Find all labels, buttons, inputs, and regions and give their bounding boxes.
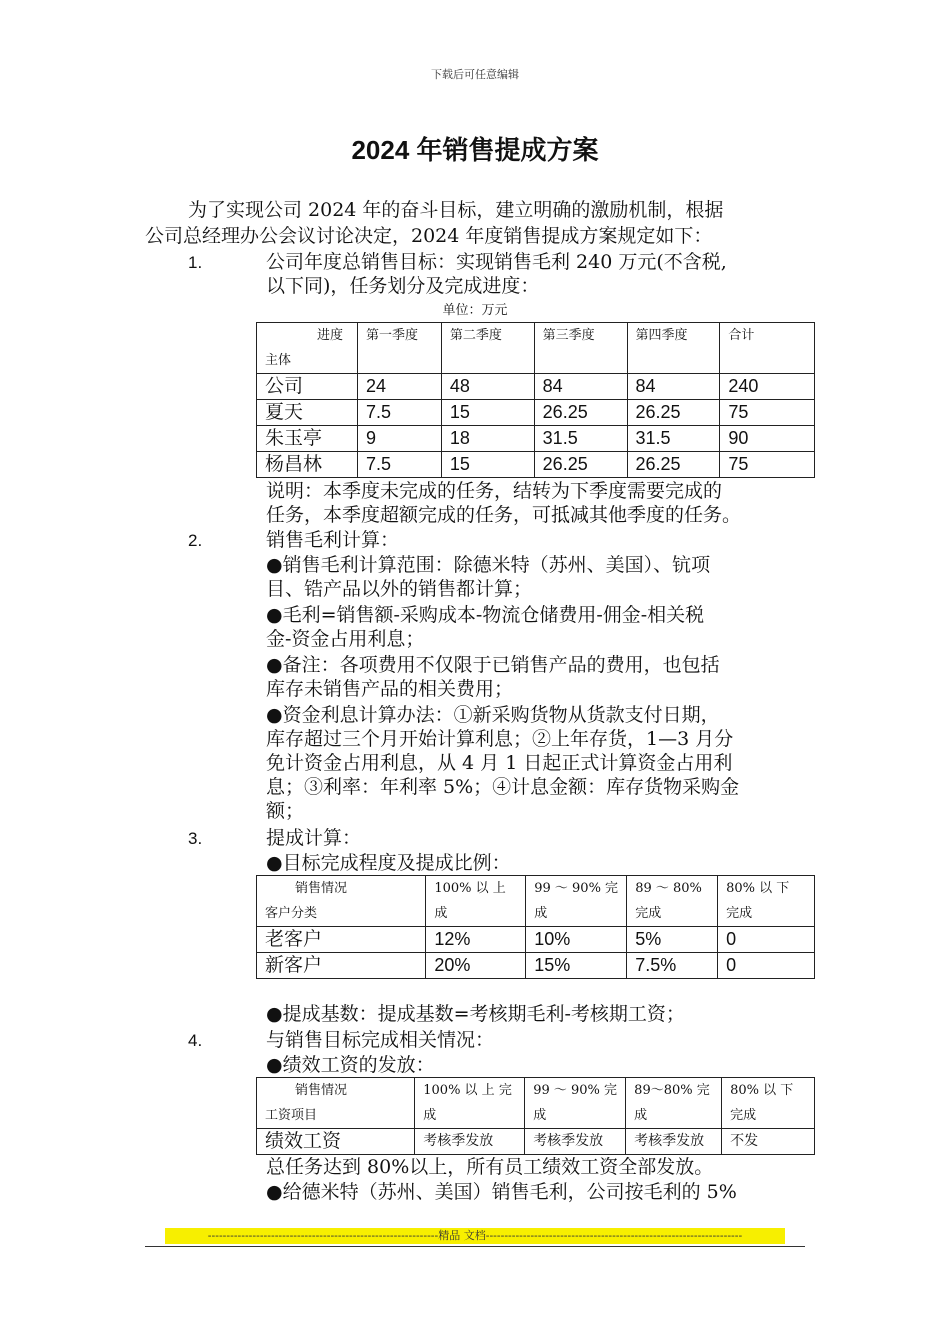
table-cell: 90 xyxy=(720,426,815,452)
table-cell: 24 xyxy=(357,374,441,400)
column-header-top: 80% 以 下 xyxy=(726,881,790,896)
table-cell: 15 xyxy=(441,452,534,478)
paragraph-line: ●销售毛利计算范围：除德米特（苏州、美国）、钪项 xyxy=(266,554,711,576)
row-label: 夏天 xyxy=(257,400,358,426)
column-header-bottom: 成 xyxy=(534,906,548,921)
section-1-line-1: 公司年度总销售目标：实现销售毛利 240 万元(不含税, xyxy=(266,251,727,273)
unit-label: 单位：万元 xyxy=(442,303,508,318)
column-header-bottom: 成 xyxy=(533,1108,547,1123)
column-header-top: 99 ～ 90% 完 xyxy=(533,1083,618,1098)
row-label: 新客户 xyxy=(257,953,426,979)
column-header xyxy=(426,876,526,927)
table-cell: 31.5 xyxy=(534,426,627,452)
table-row xyxy=(257,953,815,979)
table-cell: 26.25 xyxy=(627,400,720,426)
table-cell: 7.5 xyxy=(357,400,441,426)
table-cell: 7.5% xyxy=(627,953,718,979)
table-header-row xyxy=(257,1078,815,1129)
table-note-line-2: 任务，本季度超额完成的任务，可抵减其他季度的任务。 xyxy=(266,504,742,526)
table-cell: 0 xyxy=(718,927,815,953)
section-4-line-1: 总任务达到 80%以上，所有员工绩效工资全部发放。 xyxy=(266,1156,714,1178)
row-label: 公司 xyxy=(257,374,358,400)
column-header xyxy=(718,876,815,927)
paragraph-line: 额； xyxy=(266,800,305,822)
table-cell: 考核季发放 xyxy=(415,1129,525,1155)
section-2-number: 2. xyxy=(188,531,203,550)
table-cell: 5% xyxy=(627,927,718,953)
paragraph-line: 息；③利率：年利率 5%；④计息金额：库存货物采购金 xyxy=(266,776,740,798)
header-top-label: 进度 xyxy=(317,328,344,343)
column-header-bottom: 成 xyxy=(434,906,448,921)
table-header-row xyxy=(257,323,815,374)
section-1-number: 1. xyxy=(188,253,203,272)
paragraph-line: ●备注：各项费用不仅限于已销售产品的费用，也包括 xyxy=(266,654,720,676)
table-row xyxy=(257,426,815,452)
section-4-line-2: ●给德米特（苏州、美国）销售毛利，公司按毛利的 5% xyxy=(266,1181,737,1203)
table-row xyxy=(257,452,815,478)
table-cell: 0 xyxy=(718,953,815,979)
column-header-top: 89 ～ 80% xyxy=(635,881,702,896)
table-cell: 15 xyxy=(441,400,534,426)
column-header: 第三季度 xyxy=(534,323,627,374)
table-cell: 75 xyxy=(720,452,815,478)
table-cell: 84 xyxy=(627,374,720,400)
commission-table xyxy=(256,875,815,979)
header-bottom-label: 工资项目 xyxy=(265,1108,318,1123)
table-cell: 26.25 xyxy=(534,400,627,426)
table-cell: 26.25 xyxy=(627,452,720,478)
table-cell: 考核季发放 xyxy=(626,1129,722,1155)
section-4-number: 4. xyxy=(188,1031,203,1050)
table-cell: 9 xyxy=(357,426,441,452)
table-cell: 7.5 xyxy=(357,452,441,478)
row-label: 朱玉亭 xyxy=(257,426,358,452)
column-header: 第二季度 xyxy=(441,323,534,374)
target-table xyxy=(256,322,815,478)
column-header: 合计 xyxy=(720,323,815,374)
table-row xyxy=(257,1129,815,1155)
column-header: 第四季度 xyxy=(627,323,720,374)
header-top-label: 销售情况 xyxy=(295,1083,348,1098)
table-cell: 240 xyxy=(720,374,815,400)
section-1-line-2: 以下同)，任务划分及完成进度： xyxy=(266,275,540,297)
header-bottom-label: 主体 xyxy=(265,353,292,368)
footer-divider xyxy=(145,1246,805,1247)
paragraph-line: 免计资金占用利息，从 4 月 1 日起正式计算资金占用利 xyxy=(266,752,733,774)
intro-line-2: 公司总经理办公会议讨论决定，2024 年度销售提成方案规定如下： xyxy=(145,225,713,247)
paragraph-line: ●毛利=销售额-采购成本-物流仓储费用-佣金-相关税 xyxy=(266,604,705,626)
column-header-bottom: 完成 xyxy=(730,1108,757,1123)
page-header-note: 下载后可任意编辑 xyxy=(431,68,519,81)
row-label: 老客户 xyxy=(257,927,426,953)
table-note-line-1: 说明：本季度未完成的任务，结转为下季度需要完成的 xyxy=(266,480,723,502)
footer-band: --------------------------------------------------------------精品 文档--------------------------------------------------------------------- xyxy=(165,1228,785,1244)
commission-base-line: ●提成基数：提成基数=考核期毛利-考核期工资； xyxy=(266,1003,685,1025)
header-corner-cell xyxy=(257,876,426,927)
column-header xyxy=(415,1078,525,1129)
header-corner-cell xyxy=(257,323,358,374)
column-header-top: 89～80% 完 xyxy=(634,1083,710,1098)
table-cell: 31.5 xyxy=(627,426,720,452)
table-row xyxy=(257,927,815,953)
column-header-bottom: 完成 xyxy=(726,906,753,921)
table-cell: 18 xyxy=(441,426,534,452)
column-header xyxy=(525,1078,626,1129)
column-header-top: 100% 以 上 xyxy=(434,881,506,896)
column-header xyxy=(722,1078,815,1129)
table-cell: 20% xyxy=(426,953,526,979)
column-header-top: 99 ～ 90% 完 xyxy=(534,881,619,896)
header-corner-cell xyxy=(257,1078,415,1129)
row-label: 绩效工资 xyxy=(257,1129,415,1155)
table-row xyxy=(257,400,815,426)
row-label: 杨昌林 xyxy=(257,452,358,478)
paragraph-line: 库存超过三个月开始计算利息；②上年存货，1—3 月分 xyxy=(266,728,734,750)
table-cell: 10% xyxy=(526,927,627,953)
section-3-heading: 提成计算： xyxy=(266,827,362,849)
table-cell: 26.25 xyxy=(534,452,627,478)
section-3-number: 3. xyxy=(188,829,203,848)
column-header-bottom: 成 xyxy=(634,1108,648,1123)
column-header xyxy=(627,876,718,927)
table-header-row xyxy=(257,876,815,927)
section-2-heading: 销售毛利计算： xyxy=(266,529,400,551)
section-4-subheading: ●绩效工资的发放： xyxy=(266,1054,435,1076)
table-cell: 84 xyxy=(534,374,627,400)
paragraph-line: ●资金利息计算办法：①新采购货物从货款支付日期， xyxy=(266,704,720,726)
table-cell: 75 xyxy=(720,400,815,426)
column-header-bottom: 完成 xyxy=(635,906,662,921)
paragraph-line: 库存未销售产品的相关费用； xyxy=(266,678,514,700)
column-header xyxy=(526,876,627,927)
table-row xyxy=(257,374,815,400)
table-cell: 48 xyxy=(441,374,534,400)
bonus-table xyxy=(256,1077,815,1155)
table-cell: 15% xyxy=(526,953,627,979)
table-cell: 不发 xyxy=(722,1129,815,1155)
column-header: 第一季度 xyxy=(357,323,441,374)
table-cell: 12% xyxy=(426,927,526,953)
header-bottom-label: 客户分类 xyxy=(265,906,318,921)
paragraph-line: 目、锆产品以外的销售都计算； xyxy=(266,578,533,600)
document-title: 2024 年销售提成方案 xyxy=(351,135,599,165)
header-top-label: 销售情况 xyxy=(295,881,348,896)
column-header-top: 100% 以 上 完 xyxy=(423,1083,512,1098)
column-header xyxy=(626,1078,722,1129)
column-header-bottom: 成 xyxy=(423,1108,437,1123)
paragraph-line: 金-资金占用利息； xyxy=(266,628,425,650)
intro-line-1: 为了实现公司 2024 年的奋斗目标，建立明确的激励机制，根据 xyxy=(188,199,724,221)
column-header-top: 80% 以 下 xyxy=(730,1083,794,1098)
section-3-subheading: ●目标完成程度及提成比例： xyxy=(266,852,511,874)
section-4-heading: 与销售目标完成相关情况： xyxy=(266,1029,495,1051)
table-cell: 考核季发放 xyxy=(525,1129,626,1155)
